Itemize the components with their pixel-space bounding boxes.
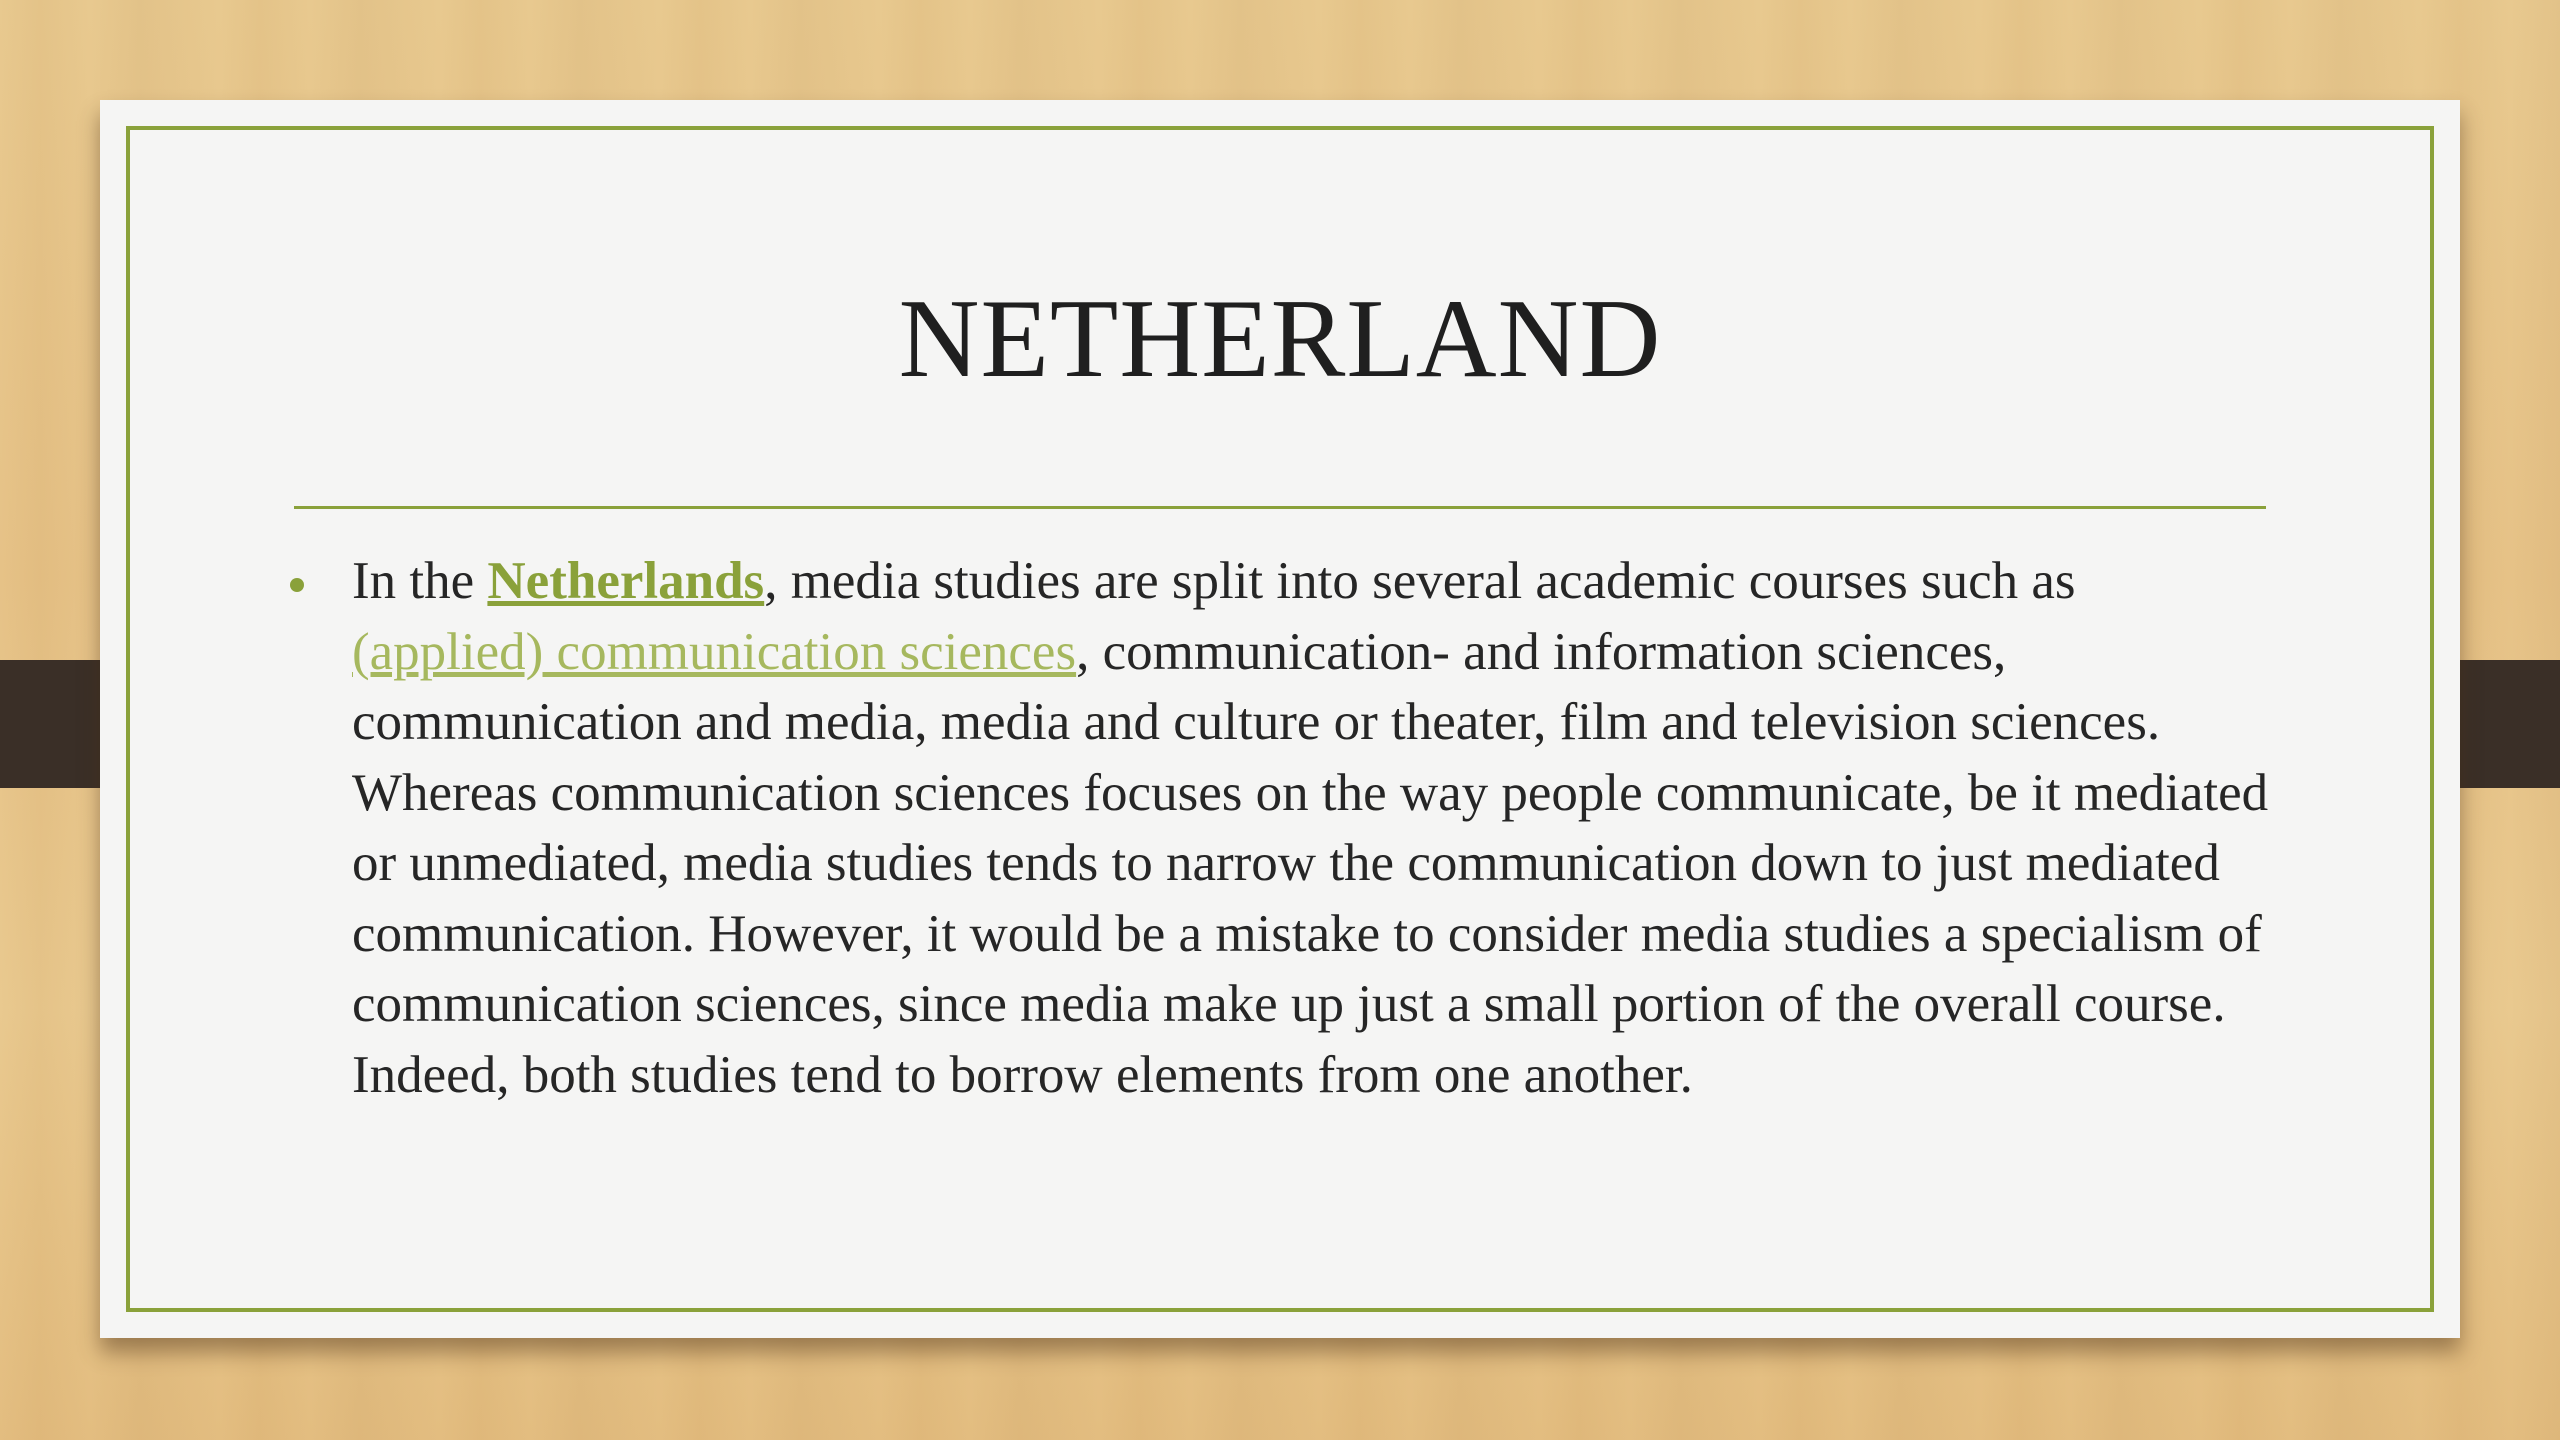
- slide-title: NETHERLAND: [898, 277, 1662, 401]
- bullet-prefix: In the: [352, 552, 488, 610]
- netherlands-link[interactable]: Netherlands: [487, 552, 765, 610]
- bullet-list: [290, 546, 2280, 1110]
- bullet-mid-text: , media studies are split into several academic courses such as: [764, 552, 2076, 610]
- bullet-dot-icon: [290, 578, 304, 592]
- title-divider: [294, 506, 2266, 509]
- slide: [100, 100, 2460, 1338]
- communication-sciences-link[interactable]: (applied) communication sciences: [352, 622, 1077, 681]
- bullet-paragraph: [352, 546, 2280, 1110]
- bullet-rest-text: , communication- and information sciences, communication and media, media and culture or theater, film and television sciences. Whereas communication sciences focuses on the way people communicate, be it mediated or unmediated, media studies tends to narrow the communication down to just mediated communication. However, it would be a mistake to consider media studies a specialism of communication sciences, since media make up just a small portion of the overall course. Indeed, both studies tend to borrow elements from one another.: [352, 622, 2269, 1104]
